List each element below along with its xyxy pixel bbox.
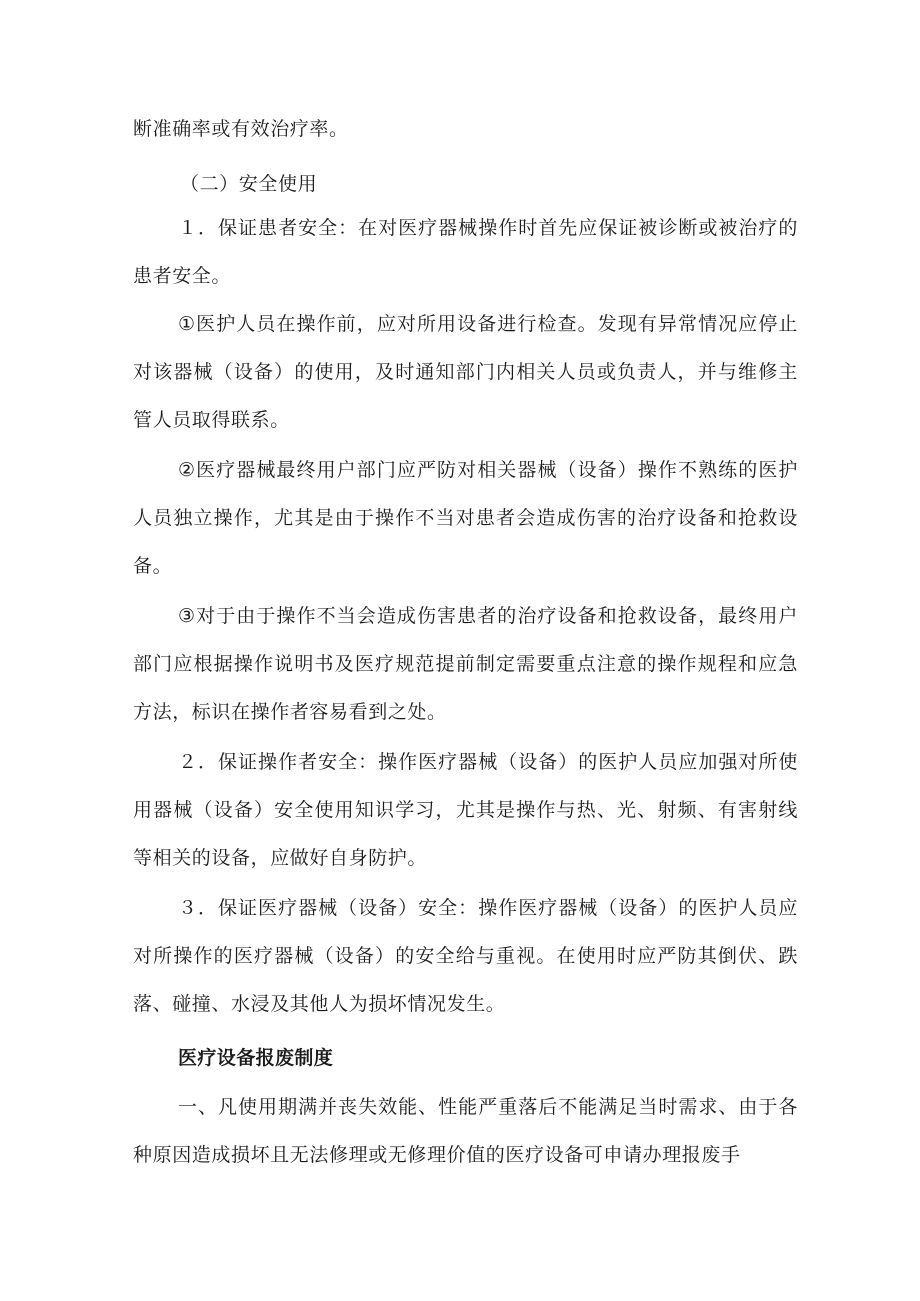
- paragraph-circle-1: ①医护人员在操作前，应对所用设备进行检查。发现有异常情况应停止对该器械（设备）的使用，及时通知部门内相关人员或负责人，并与维修主管人员取得联系。: [133, 313, 798, 431]
- paragraph-continuation: 断准确率或有效治疗率。: [133, 118, 349, 140]
- paragraph-circle-2: ②医疗器械最终用户部门应严防对相关器械（设备）操作不熟练的医护人员独立操作，尤其是由于操作不当对患者会造成伤害的治疗设备和抢救设备。: [133, 459, 798, 577]
- paragraph-circle-3: ③对于由于操作不当会造成伤害患者的治疗设备和抢救设备，最终用户部门应根据操作说明书及医疗规范提前制定需要重点注意的操作规程和应急方法，标识在操作者容易看到之处。: [133, 605, 798, 723]
- paragraph-item-3: ３．保证医疗器械（设备）安全：操作医疗器械（设备）的医护人员应对所操作的医疗器械（设备）的安全给与重视。在使用时应严防其倒伏、跌落、碰撞、水浸及其他人为损坏情况发生。: [133, 897, 798, 1015]
- section-title: 医疗设备报废制度: [178, 1047, 334, 1069]
- paragraph-item-2: ２．保证操作者安全：操作医疗器械（设备）的医护人员应加强对所使用器械（设备）安全使用知识学习，尤其是操作与热、光、射频、有害射线等相关的设备，应做好自身防护。: [133, 751, 798, 869]
- paragraph-item-1: １．保证患者安全：在对医疗器械操作时首先应保证被诊断或被治疗的患者安全。: [133, 217, 798, 287]
- subheading-safe-use: （二）安全使用: [180, 173, 318, 195]
- paragraph-rule-1: 一、凡使用期满并丧失效能、性能严重落后不能满足当时需求、由于各种原因造成损坏且无法修理或无修理价值的医疗设备可申请办理报废手: [133, 1096, 798, 1166]
